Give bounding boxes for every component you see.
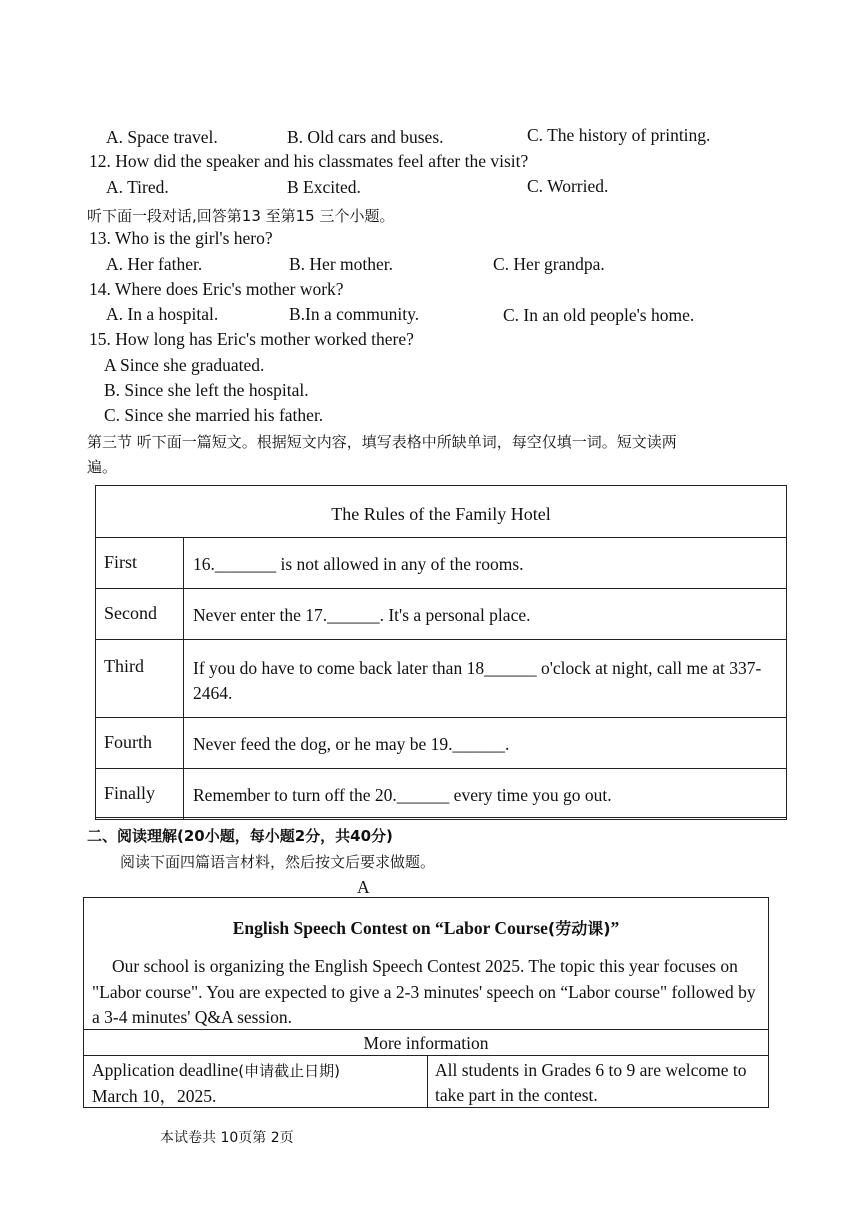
q15-option-b: B. Since she left the hospital. bbox=[104, 380, 309, 400]
rule-text: If you do have to come back later than 18______ o'clock at night, call me at 337-2464. bbox=[193, 658, 762, 703]
page-footer: 本试卷共 10页第 2页 bbox=[160, 1130, 294, 1146]
q13-question: 13. Who is the girl's hero? bbox=[89, 228, 273, 248]
contest-title-cn: (劳动课) bbox=[547, 919, 611, 938]
deadline-date: March 10，2025. bbox=[92, 1086, 217, 1106]
info-divider bbox=[427, 1056, 428, 1107]
contest-title bbox=[84, 916, 768, 939]
q14-option-b: B.In a community. bbox=[289, 304, 420, 324]
q14-option-c: C. In an old people's home. bbox=[503, 305, 695, 325]
q12-question: 12. How did the speaker and his classmates feel after the visit? bbox=[89, 151, 529, 171]
q15-option-c: C. Since she married his father. bbox=[104, 405, 324, 425]
table-row bbox=[96, 640, 786, 718]
q15-option-a: A Since she graduated. bbox=[104, 355, 265, 375]
q13-option-c: C. Her grandpa. bbox=[493, 254, 605, 274]
table-row bbox=[96, 718, 786, 769]
passage-label: A bbox=[357, 877, 370, 897]
table-row bbox=[96, 538, 786, 589]
rules-table-divider bbox=[183, 538, 184, 819]
q13-option-b: B. Her mother. bbox=[289, 254, 394, 274]
reading-instruction: 阅读下面四篇语言材料，然后按文后要求做题。 bbox=[120, 853, 436, 871]
rules-table-title: The Rules of the Family Hotel bbox=[96, 486, 786, 538]
contest-notice bbox=[83, 897, 769, 1108]
table-row bbox=[96, 589, 786, 640]
q14-option-a: A. In a hospital. bbox=[106, 304, 219, 324]
q11-option-b: B. Old cars and buses. bbox=[287, 127, 444, 147]
deadline-label-en: Application deadline bbox=[92, 1060, 239, 1080]
eligibility-cell: All students in Grades 6 to 9 are welcome to take part in the contest. bbox=[435, 1060, 747, 1105]
rule-label: Fourth bbox=[104, 732, 153, 752]
q11-option-a: A. Space travel. bbox=[106, 127, 218, 147]
q12-option-b: B Excited. bbox=[287, 177, 361, 197]
listening-instruction-13-15: 听下面一段对话,回答第13 至第15 三个小题。 bbox=[87, 207, 395, 225]
contest-title-en: English Speech Contest on “Labor Course bbox=[232, 918, 548, 938]
q14-question: 14. Where does Eric's mother work? bbox=[89, 279, 344, 299]
deadline-label-cn: (申请截止日期) bbox=[238, 1062, 340, 1080]
rule-label: Finally bbox=[104, 783, 156, 803]
q12-option-a: A. Tired. bbox=[106, 177, 169, 197]
section3-instruction-line1: 第三节 听下面一篇短文。根据短文内容，填写表格中所缺单词，每空仅填一词。短文读两 bbox=[87, 433, 677, 451]
q15-question: 15. How long has Eric's mother worked there? bbox=[89, 329, 414, 349]
rule-label: Second bbox=[104, 603, 157, 623]
q13-option-a: A. Her father. bbox=[106, 254, 203, 274]
contest-body bbox=[92, 954, 762, 1031]
q11-option-c: C. The history of printing. bbox=[527, 125, 711, 145]
rule-label: Third bbox=[104, 656, 144, 676]
rule-text: Remember to turn off the 20.______ every time you go out. bbox=[193, 785, 612, 805]
rule-text: Never enter the 17.______. It's a personal place. bbox=[193, 605, 531, 625]
more-information-header: More information bbox=[84, 1029, 768, 1056]
rule-label: First bbox=[104, 552, 138, 572]
contest-body-text: Our school is organizing the English Speech Contest 2025. The topic this year focuses on "Labor course". You are expected to give a 2-3 minutes' speech on “Labor course" followed by a 3-4 minutes' Q&A session. bbox=[92, 956, 756, 1027]
q12-option-c: C. Worried. bbox=[527, 176, 609, 196]
rules-table bbox=[95, 485, 787, 820]
rule-text: Never feed the dog, or he may be 19.______. bbox=[193, 734, 510, 754]
contest-title-end: ” bbox=[610, 918, 620, 938]
section3-instruction-line2: 遍。 bbox=[87, 458, 118, 476]
application-deadline-cell bbox=[92, 1058, 422, 1109]
reading-heading: 二、阅读理解(20小题，每小题2分，共40分) bbox=[87, 827, 393, 845]
table-row bbox=[96, 769, 786, 818]
rule-text: 16._______ is not allowed in any of the rooms. bbox=[193, 554, 524, 574]
